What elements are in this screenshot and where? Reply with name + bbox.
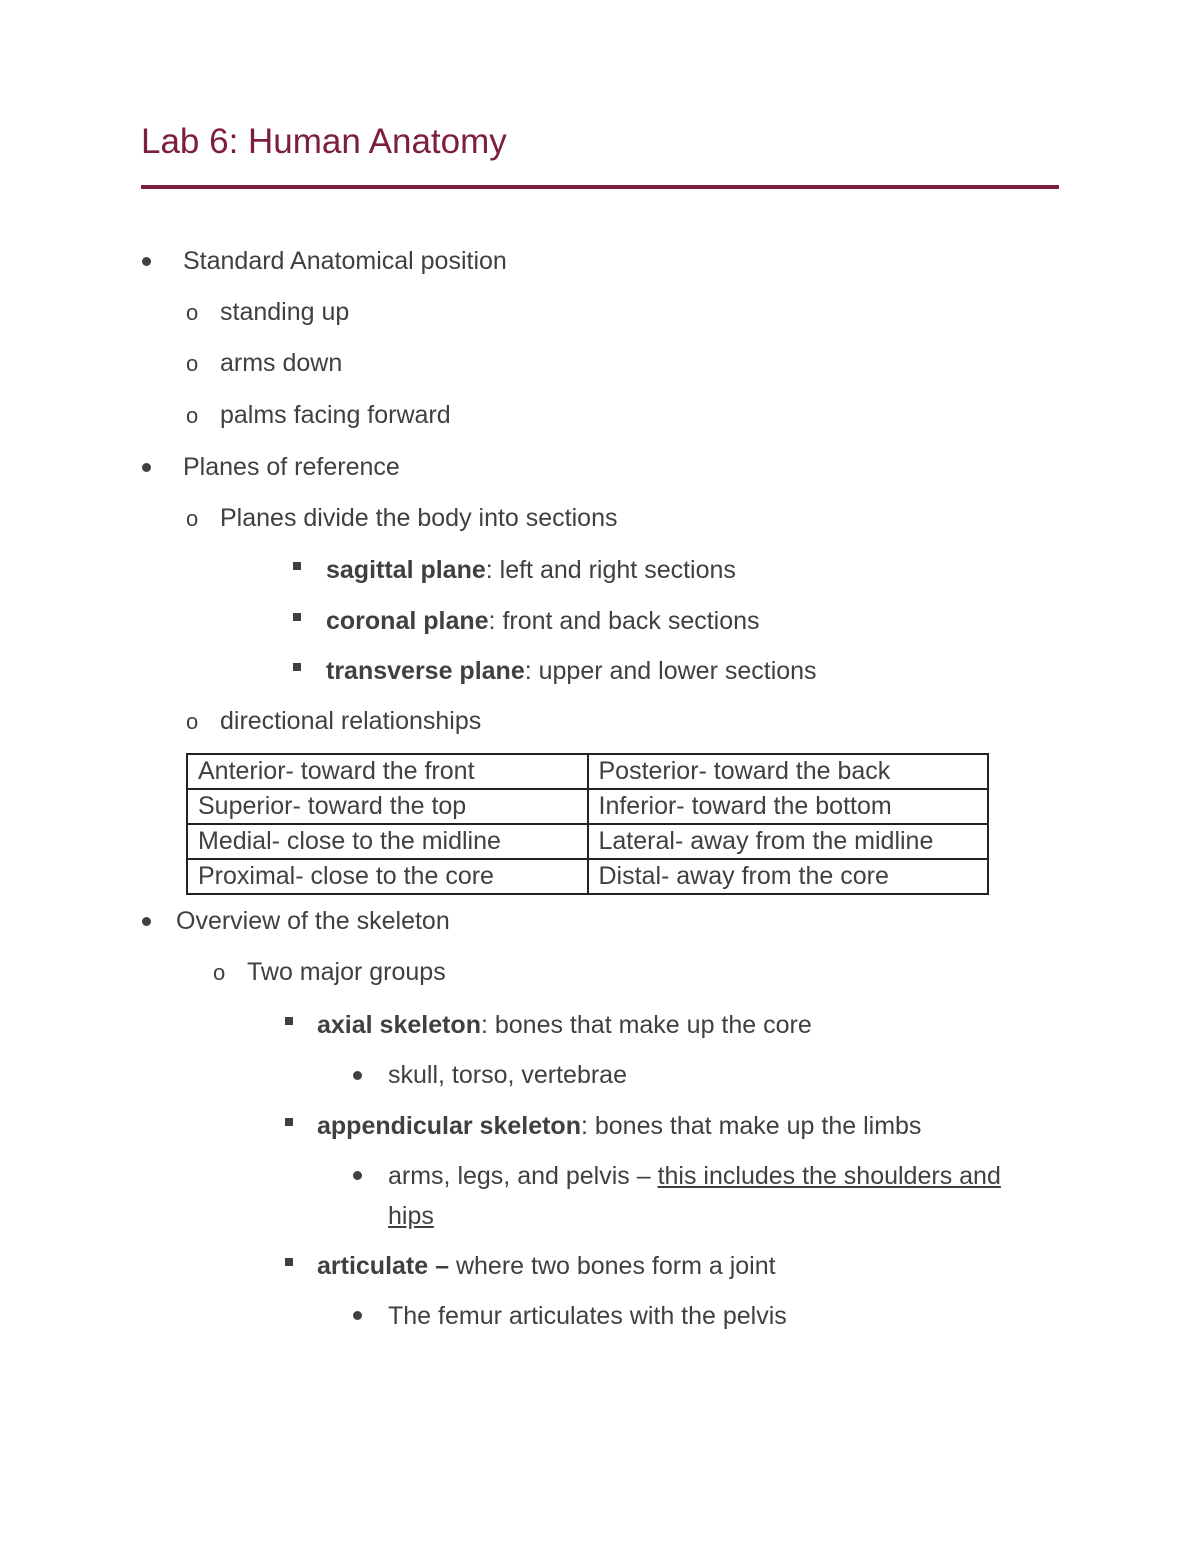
term-desc: where two bones form a joint [449,1252,776,1280]
bullet-circle: o [213,960,226,985]
bullet-square [293,562,301,570]
list-item: palms facing forward [220,401,451,429]
term-desc: : bones that make up the limbs [580,1112,922,1140]
list-item-coronal [326,606,760,636]
list-item: standing up [220,298,350,326]
table-row [187,859,988,894]
list-item: Two major groups [247,958,446,986]
list-item: arms down [220,349,343,377]
list-item-axial [317,1010,812,1040]
list-item: skull, torso, vertebrae [388,1061,627,1089]
term-bold: axial skeleton [317,1011,481,1039]
bullet-square [285,1118,293,1126]
term-desc: : bones that make up the core [480,1011,812,1039]
table-cell: Inferior- toward the bottom [588,789,989,824]
list-item-articulate [317,1251,776,1281]
bullet-square [293,663,301,671]
table-cell: Anterior- toward the front [187,754,588,789]
term-bold: sagittal plane [326,556,486,584]
table-row [187,789,988,824]
list-item-sagittal [326,555,736,585]
table-row [187,754,988,789]
list-item: The femur articulates with the pelvis [388,1302,787,1330]
bullet-circle: o [186,709,199,734]
table-row [187,824,988,859]
term-desc: : front and back sections [488,607,760,635]
term-bold: coronal plane [326,607,489,635]
bullet-square [293,613,301,621]
title-divider [141,185,1059,189]
bullet-dot [353,1171,362,1180]
example-text: arms, legs, and pelvis – [388,1162,658,1190]
term-desc: : upper and lower sections [524,657,817,685]
underlined-text: hips [388,1202,434,1230]
bullet-dot [353,1311,362,1320]
bullet-circle: o [186,506,199,531]
table-cell: Distal- away from the core [588,859,989,894]
table-cell: Medial- close to the midline [187,824,588,859]
directional-relationships-table [186,753,989,895]
bullet-circle: o [186,351,199,376]
table-cell: Posterior- toward the back [588,754,989,789]
table-cell: Lateral- away from the midline [588,824,989,859]
list-item: Planes divide the body into sections [220,504,618,532]
bullet-circle: o [186,300,199,325]
underlined-text: this includes the shoulders and [657,1162,1001,1190]
term-desc: : left and right sections [485,556,736,584]
term-bold: transverse plane [326,657,525,685]
term-bold: appendicular skeleton [317,1112,581,1140]
bullet-dot [142,463,151,472]
section-planes-of-reference: Planes of reference [183,453,400,481]
bullet-dot [142,257,151,266]
list-item-appendicular-example [388,1161,1001,1191]
bullet-square [285,1258,293,1266]
section-standard-position: Standard Anatomical position [183,247,507,275]
bullet-dot [142,917,151,926]
list-item: directional relationships [220,707,482,735]
section-overview-skeleton: Overview of the skeleton [176,907,450,935]
table-cell: Superior- toward the top [187,789,588,824]
term-bold: articulate – [317,1252,450,1280]
table-cell: Proximal- close to the core [187,859,588,894]
list-item-transverse [326,656,817,686]
bullet-circle: o [186,403,199,428]
list-item-continuation [388,1201,434,1231]
page-title: Lab 6: Human Anatomy [141,122,507,161]
list-item-appendicular [317,1111,921,1141]
bullet-dot [353,1071,362,1080]
bullet-square [285,1017,293,1025]
